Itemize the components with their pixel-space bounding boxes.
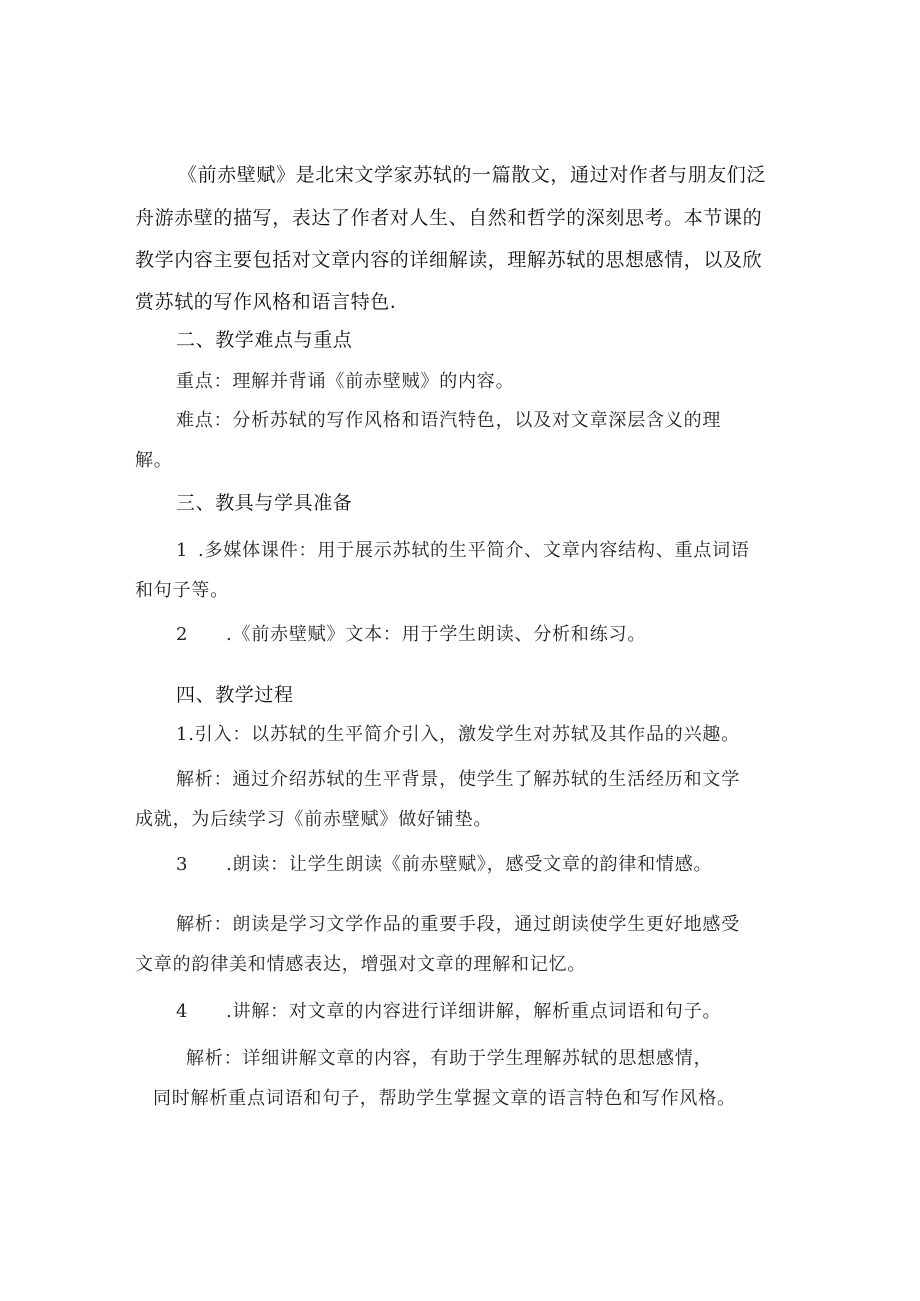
section-heading-process: 四、教学过程: [176, 684, 294, 706]
process-step-4-text: .讲解：对文章的内容进行详细讲解，解析重点词语和句子。: [226, 1001, 722, 1022]
process-step-3-text: .朗读：让学生朗读《前赤壁赋》，感受文章的韵律和情感。: [226, 854, 713, 875]
process-step-4: [176, 997, 721, 1023]
analysis-1-line-2: 成就，为后续学习《前赤壁赋》做好铺垫。: [135, 809, 493, 830]
process-step-3-number: 3: [176, 854, 189, 875]
material-item-1-line-2: 和句子等。: [135, 580, 229, 601]
difficulty-line-2: 解。: [135, 450, 173, 471]
difficulty-line-1: 难点：分析苏轼的写作风格和语汽特色，以及对文章深层含义的理: [176, 410, 722, 431]
material-item-1-line-1: [176, 536, 750, 562]
analysis-3-line-1: 解析：朗读是学习文学作品的重要手段，通过朗读使学生更好地感受: [176, 914, 740, 935]
material-item-2-text: .《前赤壁赋》文本：用于学生朗读、分析和练习。: [226, 624, 647, 645]
material-item-2-number: 2: [176, 624, 189, 645]
process-step-1: 1.引入：以苏轼的生平简介引入，激发学生对苏轼及其作品的兴趣。: [176, 724, 740, 745]
intro-line-3: 教学内容主要包括对文章内容的详细解读，理解苏轼的思想感情，以及欣: [135, 249, 763, 271]
analysis-4-line-2: 同时解析重点词语和句子，帮助学生掌握文章的语言特色和写作风格。: [153, 1088, 736, 1109]
process-step-4-number: 4: [176, 1001, 189, 1022]
section-heading-materials: 三、教具与学具准备: [176, 492, 353, 514]
intro-line-1: 《前赤壁赋》是北宋文学家苏轼的一篇散文，通过对作者与朋友们泛: [178, 164, 767, 186]
analysis-1-line-1: 解析：通过介绍苏轼的生平背景，使学生了解苏轼的生活经历和文学: [176, 769, 740, 790]
analysis-4-line-1: 解析：详细讲解文章的内容，有助于学生理解苏轼的思想感情，: [186, 1048, 713, 1069]
key-point-text: 重点：理解并背诵《前赤壁贼》的内容。: [176, 371, 515, 392]
material-item-2: [176, 620, 646, 646]
material-item-1-text: .多媒体课件：用于展示苏轼的生平简介、文章内容结构、重点词语: [198, 540, 750, 561]
section-heading-difficulties: 二、教学难点与重点: [176, 329, 353, 351]
process-step-3: [176, 850, 712, 876]
material-item-1-number: 1: [176, 540, 189, 561]
analysis-3-line-2: 文章的韵律美和情感表达，增强对文章的理解和记忆。: [135, 954, 587, 975]
intro-line-2: 舟游赤壁的描写，表达了作者对人生、自然和哲学的深刻思考。本节课的: [135, 207, 763, 229]
intro-line-4: 赏苏轼的写作风格和语言特色.: [135, 291, 397, 313]
